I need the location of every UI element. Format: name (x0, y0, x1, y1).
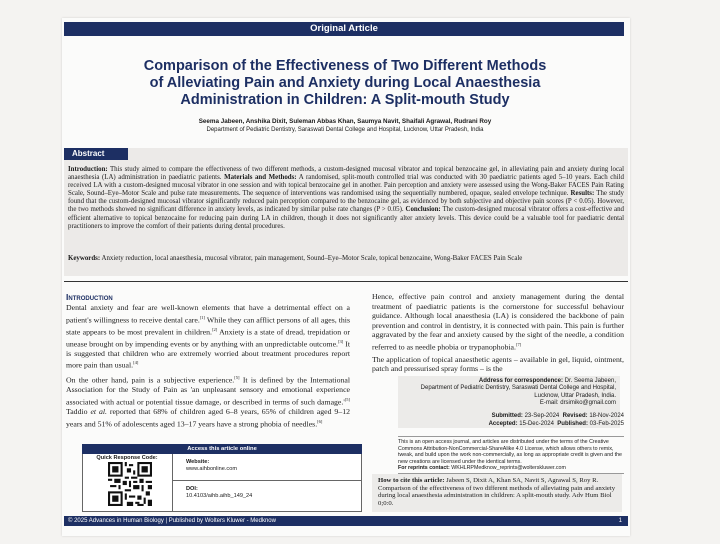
correspondence-address-1: Department of Pediatric Dentistry, Saraswati Dental College and Hospital, (420, 385, 616, 392)
abstract-methods: A randomised, split-mouth controlled trial was conducted with 30 paediatric patients aged 5–10 years. Each child received LA with a custom-designed mucosal vibrator in one session and with topical benzocaine gel in another. Pain perception and anxiety were assessed using the Wong-Baker FACES Pain Rating Scale, Sound–Eye–Motor Scale and pulse rate measurements. The sequence of interventions was randomised using the sequentially numbered, opaque, sealed envelope technique. (68, 174, 625, 198)
left-column (66, 303, 350, 432)
license-text: This is an open access journal, and articles are distributed under the terms of the Creative Commons Attribution-NonCommercial-ShareAlike 4.0 License, which allows others to remix, tweak, and build upon the work non-commercially, as long as appropriate credit is given and the new creations are licensed under the identical terms. (398, 436, 624, 465)
author-list: Seema Jabeen, Anshika Dixit, Suleman Abbas Khan, Saumya Navit, Shaifali Agrawal, Rudrani Roy (198, 118, 492, 125)
intro-paragraph-4: The application of topical anaesthetic agents – available in gel, liquid, ointment, patch and pressurised spray forms – is the (372, 354, 624, 374)
abstract-body (68, 166, 624, 231)
access-heading: Access this article online (82, 444, 362, 454)
abstract-results-label: Results: (570, 190, 595, 198)
qr-label: Quick Response Code: (96, 455, 158, 461)
correspondence-email: E-mail: drsimiko@gmail.com (539, 400, 616, 407)
title-line-1: Comparison of the Effectiveness of Two Different Methods (143, 58, 547, 74)
right-column (372, 292, 624, 377)
citation-text: Jabeen S, Dixit A, Khan SA, Navit S, Agrawal S, Roy R. Comparison of the effectiveness of two different methods of alleviating pain and anxiety during local anaesthesia administration in children: A split-mouth study. Adv Hum Biol 0;0:0. (378, 477, 616, 507)
website-label: Website: (186, 459, 210, 465)
keywords (68, 255, 624, 263)
correspondence (404, 378, 616, 408)
reprints-email[interactable]: WKHLRPMedknow_reprints@wolterskluwer.com (451, 465, 566, 471)
website-link[interactable]: www.aihbonline.com (186, 466, 237, 472)
page-footer (64, 516, 628, 526)
correspondence-address-2: Lucknow, Uttar Pradesh, India. (534, 392, 616, 399)
citation-label: How to cite this article: (378, 477, 445, 484)
abstract-intro-label: Introduction: (68, 166, 108, 173)
access-divider (172, 454, 173, 512)
keywords-label: Keywords: (68, 255, 101, 262)
article-dates: Submitted: 23-Sep-2024 Revised: 18-Nov-2024 Accepted: 15-Dec-2024 Published: 03-Feb-2025 (488, 413, 624, 427)
intro-paragraph-3: Hence, effective pain control and anxiety management during the dental treatment of paediatric patients is the cornerstone for successful behaviour guidance. Although local anaesthesia (LA) is considered the backbone of pain prevention and control in dentistry, it is connected with pain. This pain is further aggravated by the fear and anxiety caused by the sight of the needle, a condition referred to as needle phobia or trypanophobia.[7] (372, 292, 624, 352)
introduction-heading: Introduction (66, 292, 113, 302)
correspondence-name: Dr. Seema Jabeen, (564, 378, 616, 384)
article-type-banner: Original Article (64, 22, 624, 36)
doi-link[interactable]: 10.4103/aihb.aihb_149_24 (186, 493, 253, 499)
accepted-date: 15-Dec-2024 (519, 421, 554, 427)
keywords-list: Anxiety reduction, local anaesthesia, mucosal vibrator, pain management, Sound–Eye–Motor Scale, topical benzocaine, Wong-Baker FACES Pain Scale (101, 255, 523, 262)
abstract-results: The study found that the custom-designed mucosal vibrator significantly reduced pain perception compared to the benzocaine gel, as evidenced by both subjective and objective pain scores (P < 0.05). However, the two methods showed no significant difference in anxiety levels, as indicated by similar pulse rate changes (P > 0.05). (68, 190, 625, 214)
qr-code-icon[interactable] (108, 462, 152, 506)
access-hline (172, 480, 362, 481)
title-line-3: Administration in Children: A Split-mouth Study (180, 92, 510, 108)
abstract-heading: Abstract (64, 148, 128, 160)
page-number: 1 (618, 518, 622, 524)
doi-label: DOI: (186, 486, 198, 492)
published-date: 03-Feb-2025 (589, 421, 624, 427)
citation (378, 477, 616, 507)
footer-text: © 2025 Advances in Human Biology | Published by Wolters Kluwer - Medknow (68, 518, 276, 524)
affiliation: Department of Pediatric Dentistry, Saraswati Dental College and Hospital, Lucknow, Uttar Pradesh, India (206, 127, 484, 133)
article-title (70, 58, 620, 109)
revised-date: 18-Nov-2024 (589, 413, 624, 419)
correspondence-label: Address for correspondence: (478, 378, 563, 384)
abstract-conclusion-label: Conclusion: (405, 206, 441, 214)
intro-paragraph-2: On the other hand, pain is a subjective experience.[5] It is defined by the International Association for the Study of Pain as 'an unpleasant sensory and emotional experience associated with actual or potential tissue damage, or described in terms of such damage.'[5] Taddio et al. reported that 68% of children aged 6–8 years, 65% of children aged 9–12 years and 51% of adolescents aged 13–17 years have a strong phobia of needles.[6] (66, 375, 350, 429)
abstract-methods-label: Materials and Methods: (224, 174, 297, 182)
submitted-date: 23-Sep-2024 (524, 413, 560, 419)
abstract-conclusion: The custom-designed mucosal vibrator offers a cost-effective and efficient alternative to topical benzocaine for reducing pain during LA in children, though it does not significantly alter anxiety levels. This device could be a valuable tool for paediatric dental practitioners to improve the comfort of their patients during dental procedures. (68, 206, 624, 230)
reprints-contact: For reprints contact: WKHLRPMedknow_reprints@wolterskluwer.com (398, 465, 624, 474)
intro-paragraph-1: Dental anxiety and fear are well-known elements that have a detrimental effect on a patient's willingness to receive dental care.[1] While they can afflict persons of all ages, this state appears to be most prevalent in children.[2] Anxiety is a state of dread, trepidation or unease brought on by impending events or by anything with an unpredictable outcome.[3] It is suggested that children who are extremely worried about treatment procedures report more pain than usual.[4] (66, 303, 351, 370)
title-line-2: of Alleviating Pain and Anxiety during Local Anaesthesia (149, 75, 541, 91)
abstract-intro: This study aimed to compare the effectiveness of two different methods, a custom-designed mucosal vibrator and topical benzocaine gel, in alleviating pain and anxiety during local anaesthesia (LA) administration in paediatric patients. (68, 166, 624, 182)
section-divider (64, 281, 628, 282)
